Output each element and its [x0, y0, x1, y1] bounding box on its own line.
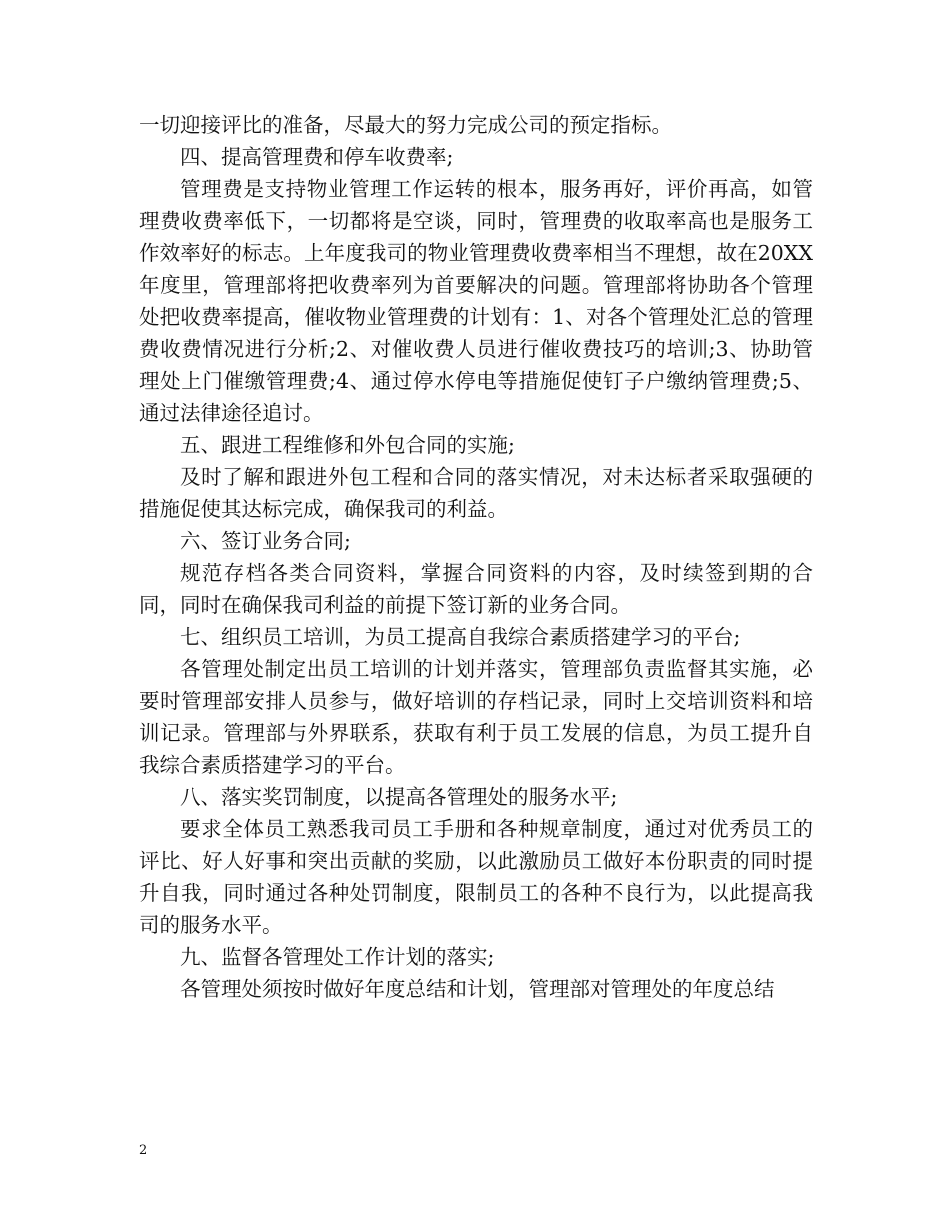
document-body	[139, 109, 813, 1005]
paragraph: 管理费是支持物业管理工作运转的根本，服务再好，评价再高，如管理费收费率低下，一切都将是空谈，同时，管理费的收取率高也是服务工作效率好的标志。上年度我司的物业管理费收费率相当不理想，故在20XX年度里，管理部将把收费率列为首要解决的问题。管理部将协助各个管理处把收费率提高，催收物业管理费的计划有：1、对各个管理处汇总的管理费收费情况进行分析;2、对催收费人员进行催收费技巧的培训;3、协助管理处上门催缴管理费;4、通过停水停电等措施促使钉子户缴纳管理费;5、通过法律途径追讨。	[139, 177, 813, 425]
paragraph: 规范存档各类合同资料，掌握合同资料的内容，及时续签到期的合同，同时在确保我司利益的前提下签订新的业务合同。	[139, 561, 813, 617]
section-heading: 八、落实奖罚制度，以提高各管理处的服务水平;	[180, 785, 618, 809]
paragraph: 一切迎接评比的准备，尽最大的努力完成公司的预定指标。	[139, 113, 672, 137]
paragraph: 各管理处制定出员工培训的计划并落实，管理部负责监督其实施，必要时管理部安排人员参与，做好培训的存档记录，同时上交培训资料和培训记录。管理部与外界联系，获取有利于员工发展的信息，为员工提升自我综合素质搭建学习的平台。	[139, 657, 813, 777]
paragraph: 要求全体员工熟悉我司员工手册和各种规章制度，通过对优秀员工的评比、好人好事和突出贡献的奖励，以此激励员工做好本份职责的同时提升自我，同时通过各种处罚制度，限制员工的各种不良行为，以此提高我司的服务水平。	[139, 817, 813, 937]
paragraph: 及时了解和跟进外包工程和合同的落实情况，对未达标者采取强硬的措施促使其达标完成，确保我司的利益。	[139, 465, 813, 521]
section-heading: 九、监督各管理处工作计划的落实;	[180, 945, 495, 969]
section-heading: 七、组织员工培训，为员工提高自我综合素质搭建学习的平台;	[180, 625, 741, 649]
section-heading: 四、提高管理费和停车收费率;	[180, 145, 454, 169]
section-heading: 六、签订业务合同;	[180, 529, 351, 553]
page-number: 2	[139, 1143, 148, 1158]
section-heading: 五、跟进工程维修和外包合同的实施;	[180, 433, 515, 457]
paragraph: 各管理处须按时做好年度总结和计划，管理部对管理处的年度总结	[180, 977, 775, 1001]
